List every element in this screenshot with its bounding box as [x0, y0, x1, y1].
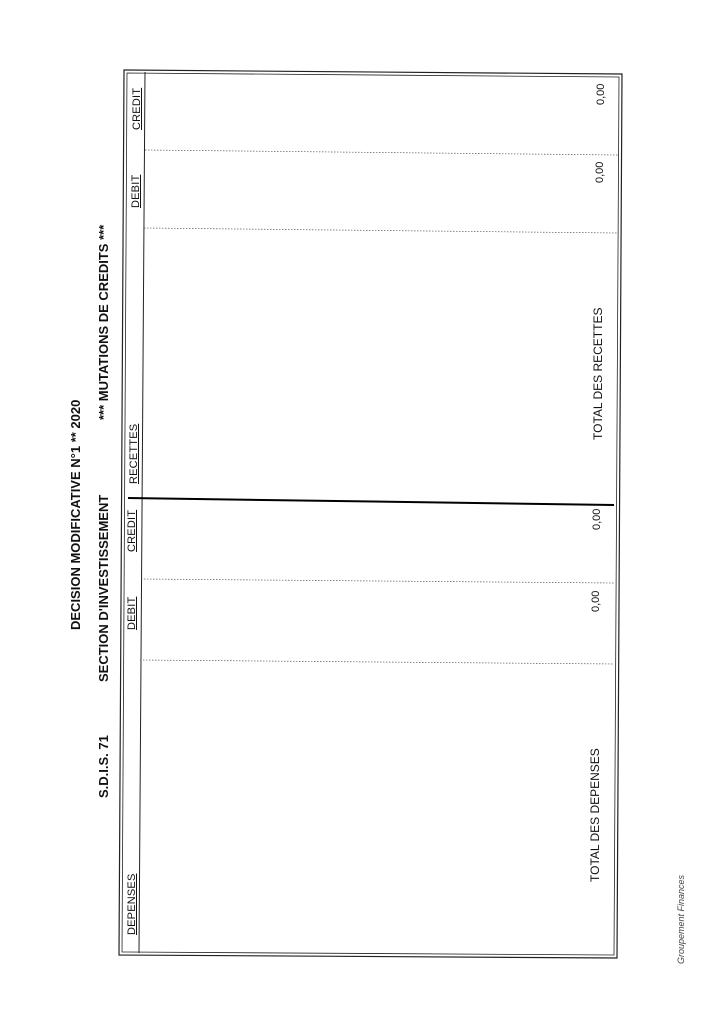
depenses-debit-header: DEBIT: [126, 596, 138, 630]
recettes-header: RECETTES: [128, 423, 140, 484]
total-recettes-label: TOTAL DES RECETTES: [591, 307, 605, 440]
total-recettes-debit: 0,00: [594, 161, 606, 183]
total-depenses-debit: 0,00: [590, 590, 602, 612]
organization-name: S.D.I.S. 71: [96, 735, 111, 798]
total-recettes-credit: 0,00: [595, 83, 607, 105]
depenses-header: DEPENSES: [126, 873, 138, 935]
document-title: DECISION MODIFICATIVE N°1 ** 2020: [68, 399, 83, 630]
section-subtitle: *** MUTATIONS DE CREDITS ***: [96, 224, 111, 420]
depenses-credit-header: CREDIT: [126, 509, 138, 552]
recettes-debit-header: DEBIT: [130, 174, 142, 208]
total-depenses-label: TOTAL DES DEPENSES: [588, 748, 602, 882]
recettes-credit-header: CREDIT: [131, 87, 143, 130]
section-name: SECTION D'INVESTISSEMENT: [96, 494, 111, 682]
footer-text: Groupement Finances: [676, 874, 686, 964]
total-depenses-credit: 0,00: [591, 508, 603, 530]
